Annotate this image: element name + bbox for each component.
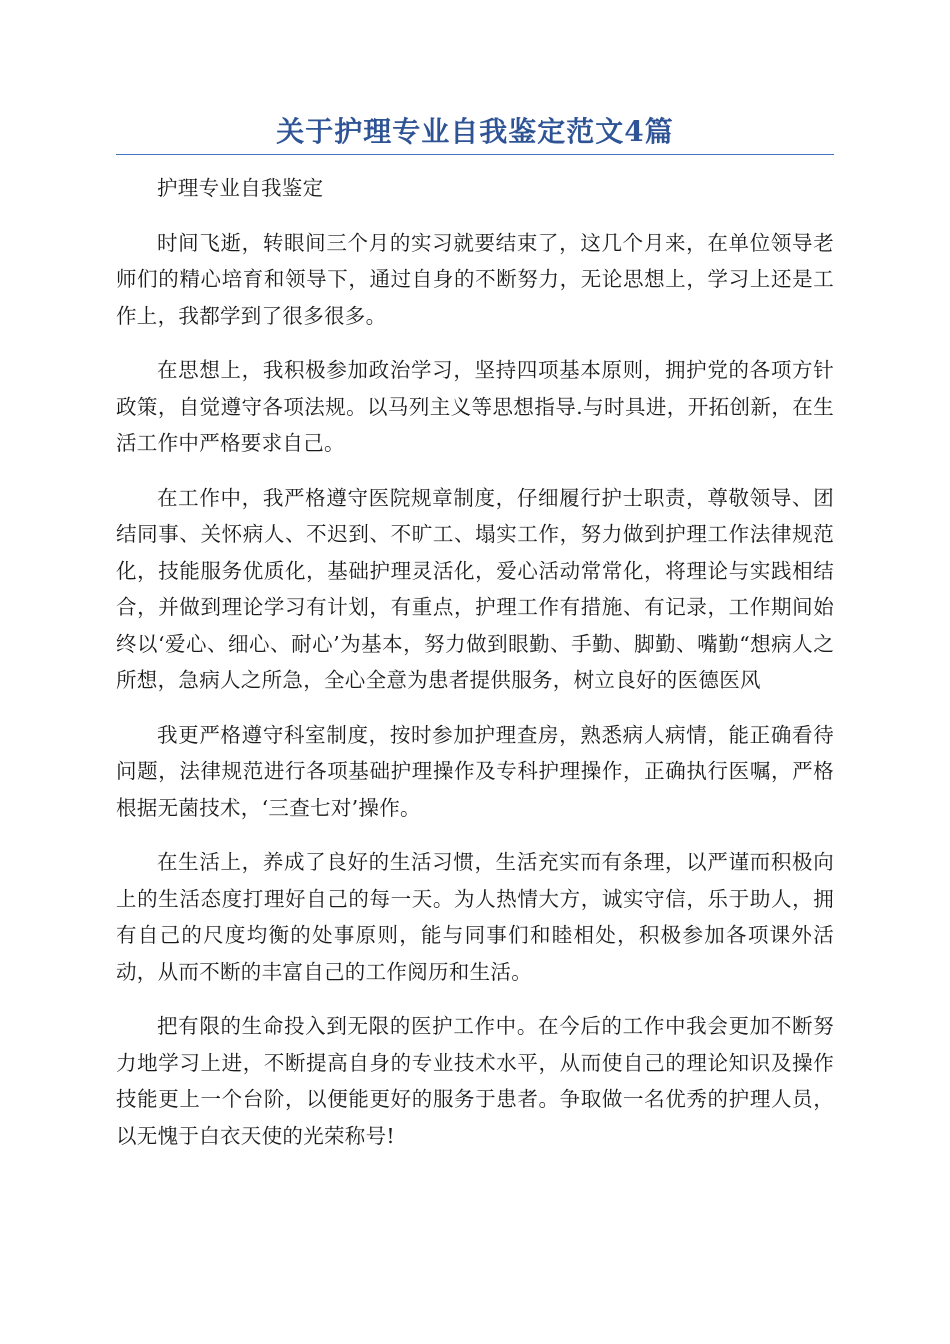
document-title: 关于护理专业自我鉴定范文4篇 (276, 115, 674, 148)
paragraph-intro: 时间飞逝，转眼间三个月的实习就要结束了，这几个月来，在单位领导老师们的精心培育和领导下，通过自身的不断努力，无论思想上，学习上还是工作上，我都学到了很多很多。 (116, 230, 834, 328)
paragraph-future: 把有限的生命投入到无限的医护工作中。在今后的工作中我会更加不断努力地学习上进，不断提高自身的专业技术水平，从而使自己的理论知识及操作技能更上一个台阶，以便能更好的服务于患者。争取做一名优秀的护理人员，以无愧于白衣天使的光荣称号! (116, 1014, 834, 1148)
document-body (116, 170, 834, 1172)
title-underline (116, 154, 834, 155)
paragraph-work: 在工作中，我严格遵守医院规章制度，仔细履行护士职责，尊敬领导、团结同事、关怀病人、不迟到、不旷工、塌实工作，努力做到护理工作法律规范化，技能服务优质化，基础护理灵活化，爱心活动常常化，将理论与实践相结合，并做到理论学习有计划，有重点，护理工作有措施、有记录，工作期间始终以‘爱心、细心、耐心’为基本，努力做到眼勤、手勤、脚勤、嘴勤“想病人之所想，急病人之所急，全心全意为患者提供服务，树立良好的医德医风 (116, 485, 834, 692)
paragraph-life: 在生活上，养成了良好的生活习惯，生活充实而有条理，以严谨而积极向上的生活态度打理好自己的每一天。为人热情大方，诚实守信，乐于助人，拥有自己的尺度均衡的处事原则，能与同事们和睦相处，积极参加各项课外活动，从而不断的丰富自己的工作阅历和生活。 (116, 850, 834, 984)
section-heading: 护理专业自我鉴定 (157, 176, 324, 200)
paragraph-thought: 在思想上，我积极参加政治学习，坚持四项基本原则，拥护党的各项方针政策，自觉遵守各项法规。以马列主义等思想指导.与时具进，开拓创新，在生活工作中严格要求自己。 (116, 358, 834, 455)
paragraph-department: 我更严格遵守科室制度，按时参加护理查房，熟悉病人病情，能正确看待问题，法律规范进行各项基础护理操作及专科护理操作，正确执行医嘱，严格根据无菌技术，‘三查七对’操作。 (116, 722, 834, 820)
